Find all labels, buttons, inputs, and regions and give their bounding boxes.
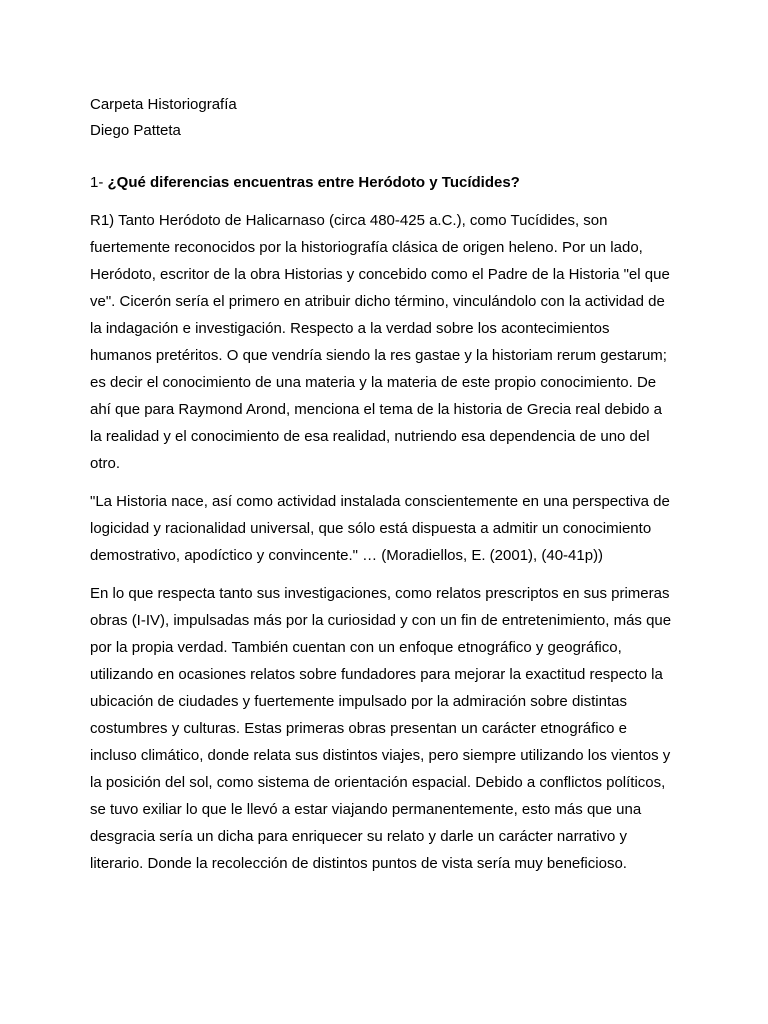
paragraph-line: utilizando en ocasiones relatos sobre fundadores para mejorar la exactitud respecto la	[90, 666, 663, 683]
paragraph-line: es decir el conocimiento de una materia y la materia de este propio conocimiento. De	[90, 374, 657, 391]
paragraph-line: humanos pretéritos. O que vendría siendo la res gastae y la historiam rerum gestarum;	[90, 347, 667, 364]
question-number: 1-	[90, 174, 104, 191]
paragraph-line: literario. Donde la recolección de distintos puntos de vista sería muy beneficioso.	[90, 855, 627, 872]
paragraph-line: incluso climático, donde relata sus distintos viajes, pero siempre utilizando los vientos y	[90, 747, 671, 764]
body-paragraph	[90, 580, 680, 877]
paragraph-line: R1) Tanto Heródoto de Halicarnaso (circa 480-425 a.C.), como Tucídides, son	[90, 212, 608, 229]
paragraph-line: costumbres y culturas. Estas primeras obras presentan un carácter etnográfico e	[90, 720, 627, 737]
question-heading	[90, 170, 680, 196]
paragraph-line: la posición del sol, como sistema de orientación espacial. Debido a conflictos políticos,	[90, 774, 666, 791]
quote-paragraph	[90, 488, 680, 569]
paragraph-line: ahí que para Raymond Arond, menciona el tema de la historia de Grecia real debido a	[90, 401, 663, 418]
paragraph-line: desgracia sería un dicha para enriquecer su relato y darle un carácter narrativo y	[90, 828, 627, 845]
paragraph-line: "La Historia nace, así como actividad instalada conscientemente en una perspectiva de	[90, 493, 670, 510]
folder-title: Carpeta Historiografía	[90, 96, 237, 113]
paragraph-line: ve". Cicerón sería el primero en atribuir dicho término, vinculándolo con la actividad de	[90, 293, 665, 310]
paragraph-line: ubicación de ciudades y fuertemente impulsado por la admiración sobre distintas	[90, 693, 627, 710]
paragraph-line: la indagación e investigación. Respecto a la verdad sobre los acontecimientos	[90, 320, 610, 337]
paragraph-line: se tuvo exiliar lo que le llevó a estar viajando permanentemente, esto más que una	[90, 801, 642, 818]
paragraph-line: Heródoto, escritor de la obra Historias y concebido como el Padre de la Historia "el que	[90, 266, 670, 283]
paragraph-line: logicidad y racionalidad universal, que sólo está dispuesta a admitir un conocimiento	[90, 520, 652, 537]
paragraph-line: la realidad y el conocimiento de esa realidad, nutriendo esa dependencia de uno del	[90, 428, 650, 445]
author-name: Diego Patteta	[90, 122, 181, 139]
document-body	[90, 92, 680, 877]
paragraph-line: demostrativo, apodíctico y convincente." … (Moradiellos, E. (2001), (40-41p))	[90, 547, 604, 564]
question-text: ¿Qué diferencias encuentras entre Heródoto y Tucídides?	[107, 174, 520, 191]
answer-paragraph	[90, 207, 680, 477]
paragraph-line: obras (I-IV), impulsadas más por la curiosidad y con un fin de entretenimiento, más que	[90, 612, 672, 629]
paragraph-line: En lo que respecta tanto sus investigaciones, como relatos prescriptos en sus primeras	[90, 585, 670, 602]
paragraph-line: otro.	[90, 455, 121, 472]
paragraph-line: fuertemente reconocidos por la historiografía clásica de origen heleno. Por un lado,	[90, 239, 643, 256]
paragraph-line: por la propia verdad. También cuentan con un enfoque etnográfico y geográfico,	[90, 639, 622, 656]
